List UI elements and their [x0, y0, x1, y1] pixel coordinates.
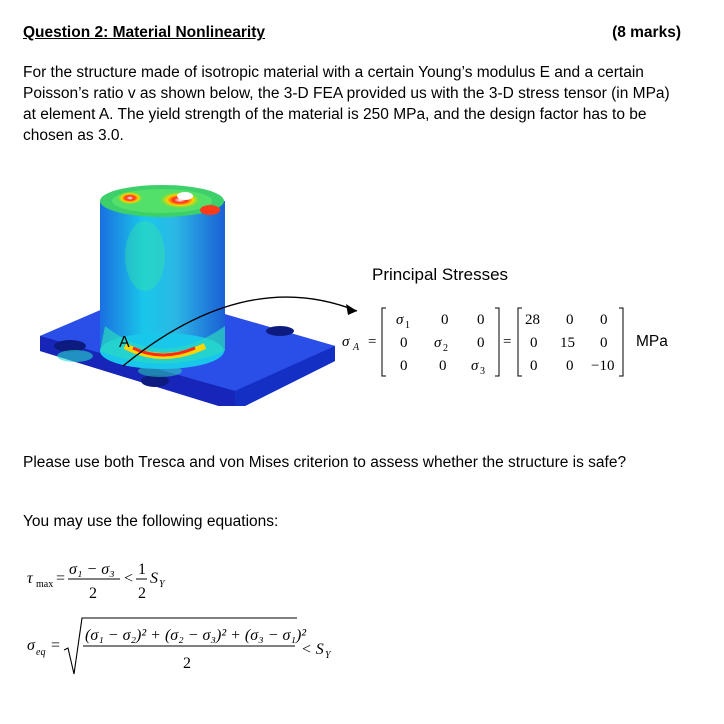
zero: 0 [477, 312, 485, 328]
tau-subscript: max [36, 579, 54, 590]
tensor-value: 0 [600, 312, 608, 328]
zero: 0 [441, 312, 449, 328]
von-mises-numerator: (σ₁ − σ₂)² + (σ₂ − σ₃)² + (σ₃ − σ₁)² [85, 627, 307, 644]
tensor-value: 0 [530, 358, 538, 374]
sigma1-sub: 1 [405, 320, 410, 331]
sigma2-symbol: σ [434, 335, 442, 351]
stress-tensor-equation [340, 296, 685, 386]
marks-label: (8 marks) [612, 24, 681, 41]
tensor-value: 0 [530, 335, 538, 351]
svg-text:=: = [503, 334, 512, 350]
half-numerator: 1 [138, 561, 146, 578]
sigma-a-symbol: σ [342, 334, 350, 350]
sigma2-sub: 2 [443, 343, 448, 354]
sigma-eq-subscript: eq [36, 647, 46, 658]
question-title: Question 2: Material Nonlinearity [23, 24, 266, 41]
tensor-value: 0 [566, 358, 574, 374]
tresca-numerator: σ₁ − σ₃ [69, 561, 115, 578]
principal-stresses-title: Principal Stresses [372, 265, 509, 284]
tensor-value: 0 [600, 335, 608, 351]
less-than: < [124, 570, 134, 587]
svg-text:=: = [51, 637, 61, 654]
sigma1-symbol: σ [396, 312, 404, 328]
tensor-value: 0 [566, 312, 574, 328]
von-mises-denominator: 2 [183, 655, 191, 672]
sigma3-symbol: σ [471, 358, 479, 374]
tresca-denominator: 2 [89, 585, 97, 602]
tresca-equation [25, 550, 225, 606]
sy-symbol: S [150, 570, 158, 587]
tensor-value: 15 [560, 335, 575, 351]
sy-subscript: Y [159, 579, 165, 590]
intro-paragraph: For the structure made of isotropic material with a certain Young’s modulus E and a certain Poisson’s ratio v as shown below, the 3-D FEA provided us with the 3-D stress tensor (in MPa) at element A. The yield strength of the material is 250 MPa, and the design factor has to be chosen as 3.0. [23, 64, 670, 144]
von-mises-limit: < S [301, 641, 324, 658]
question-text: Please use both Tresca and von Mises criterion to assess whether the structure is safe? [23, 454, 627, 471]
zero: 0 [400, 335, 408, 351]
svg-text:=: = [56, 570, 66, 587]
zero: 0 [477, 335, 485, 351]
tensor-value: 28 [525, 312, 540, 328]
sigma3-sub: 3 [480, 366, 485, 377]
sigma-a-subscript: A [353, 342, 360, 353]
element-a-label: A [119, 334, 130, 351]
svg-text:=: = [368, 334, 377, 350]
equations-label: You may use the following equations: [23, 513, 279, 530]
zero: 0 [439, 358, 447, 374]
von-mises-sy-subscript: Y [325, 650, 331, 661]
bolt-hole [54, 340, 86, 352]
von-mises-equation [25, 612, 365, 682]
zero: 0 [400, 358, 408, 374]
tau-symbol: τ [27, 570, 33, 587]
bolt-hole [266, 326, 294, 336]
half-denominator: 2 [138, 585, 146, 602]
fea-stress-contour-figure [35, 176, 365, 406]
question-header [23, 24, 681, 46]
tensor-value: −10 [591, 358, 615, 374]
sigma-eq-symbol: σ [27, 637, 35, 654]
unit-label: MPa [636, 333, 668, 350]
